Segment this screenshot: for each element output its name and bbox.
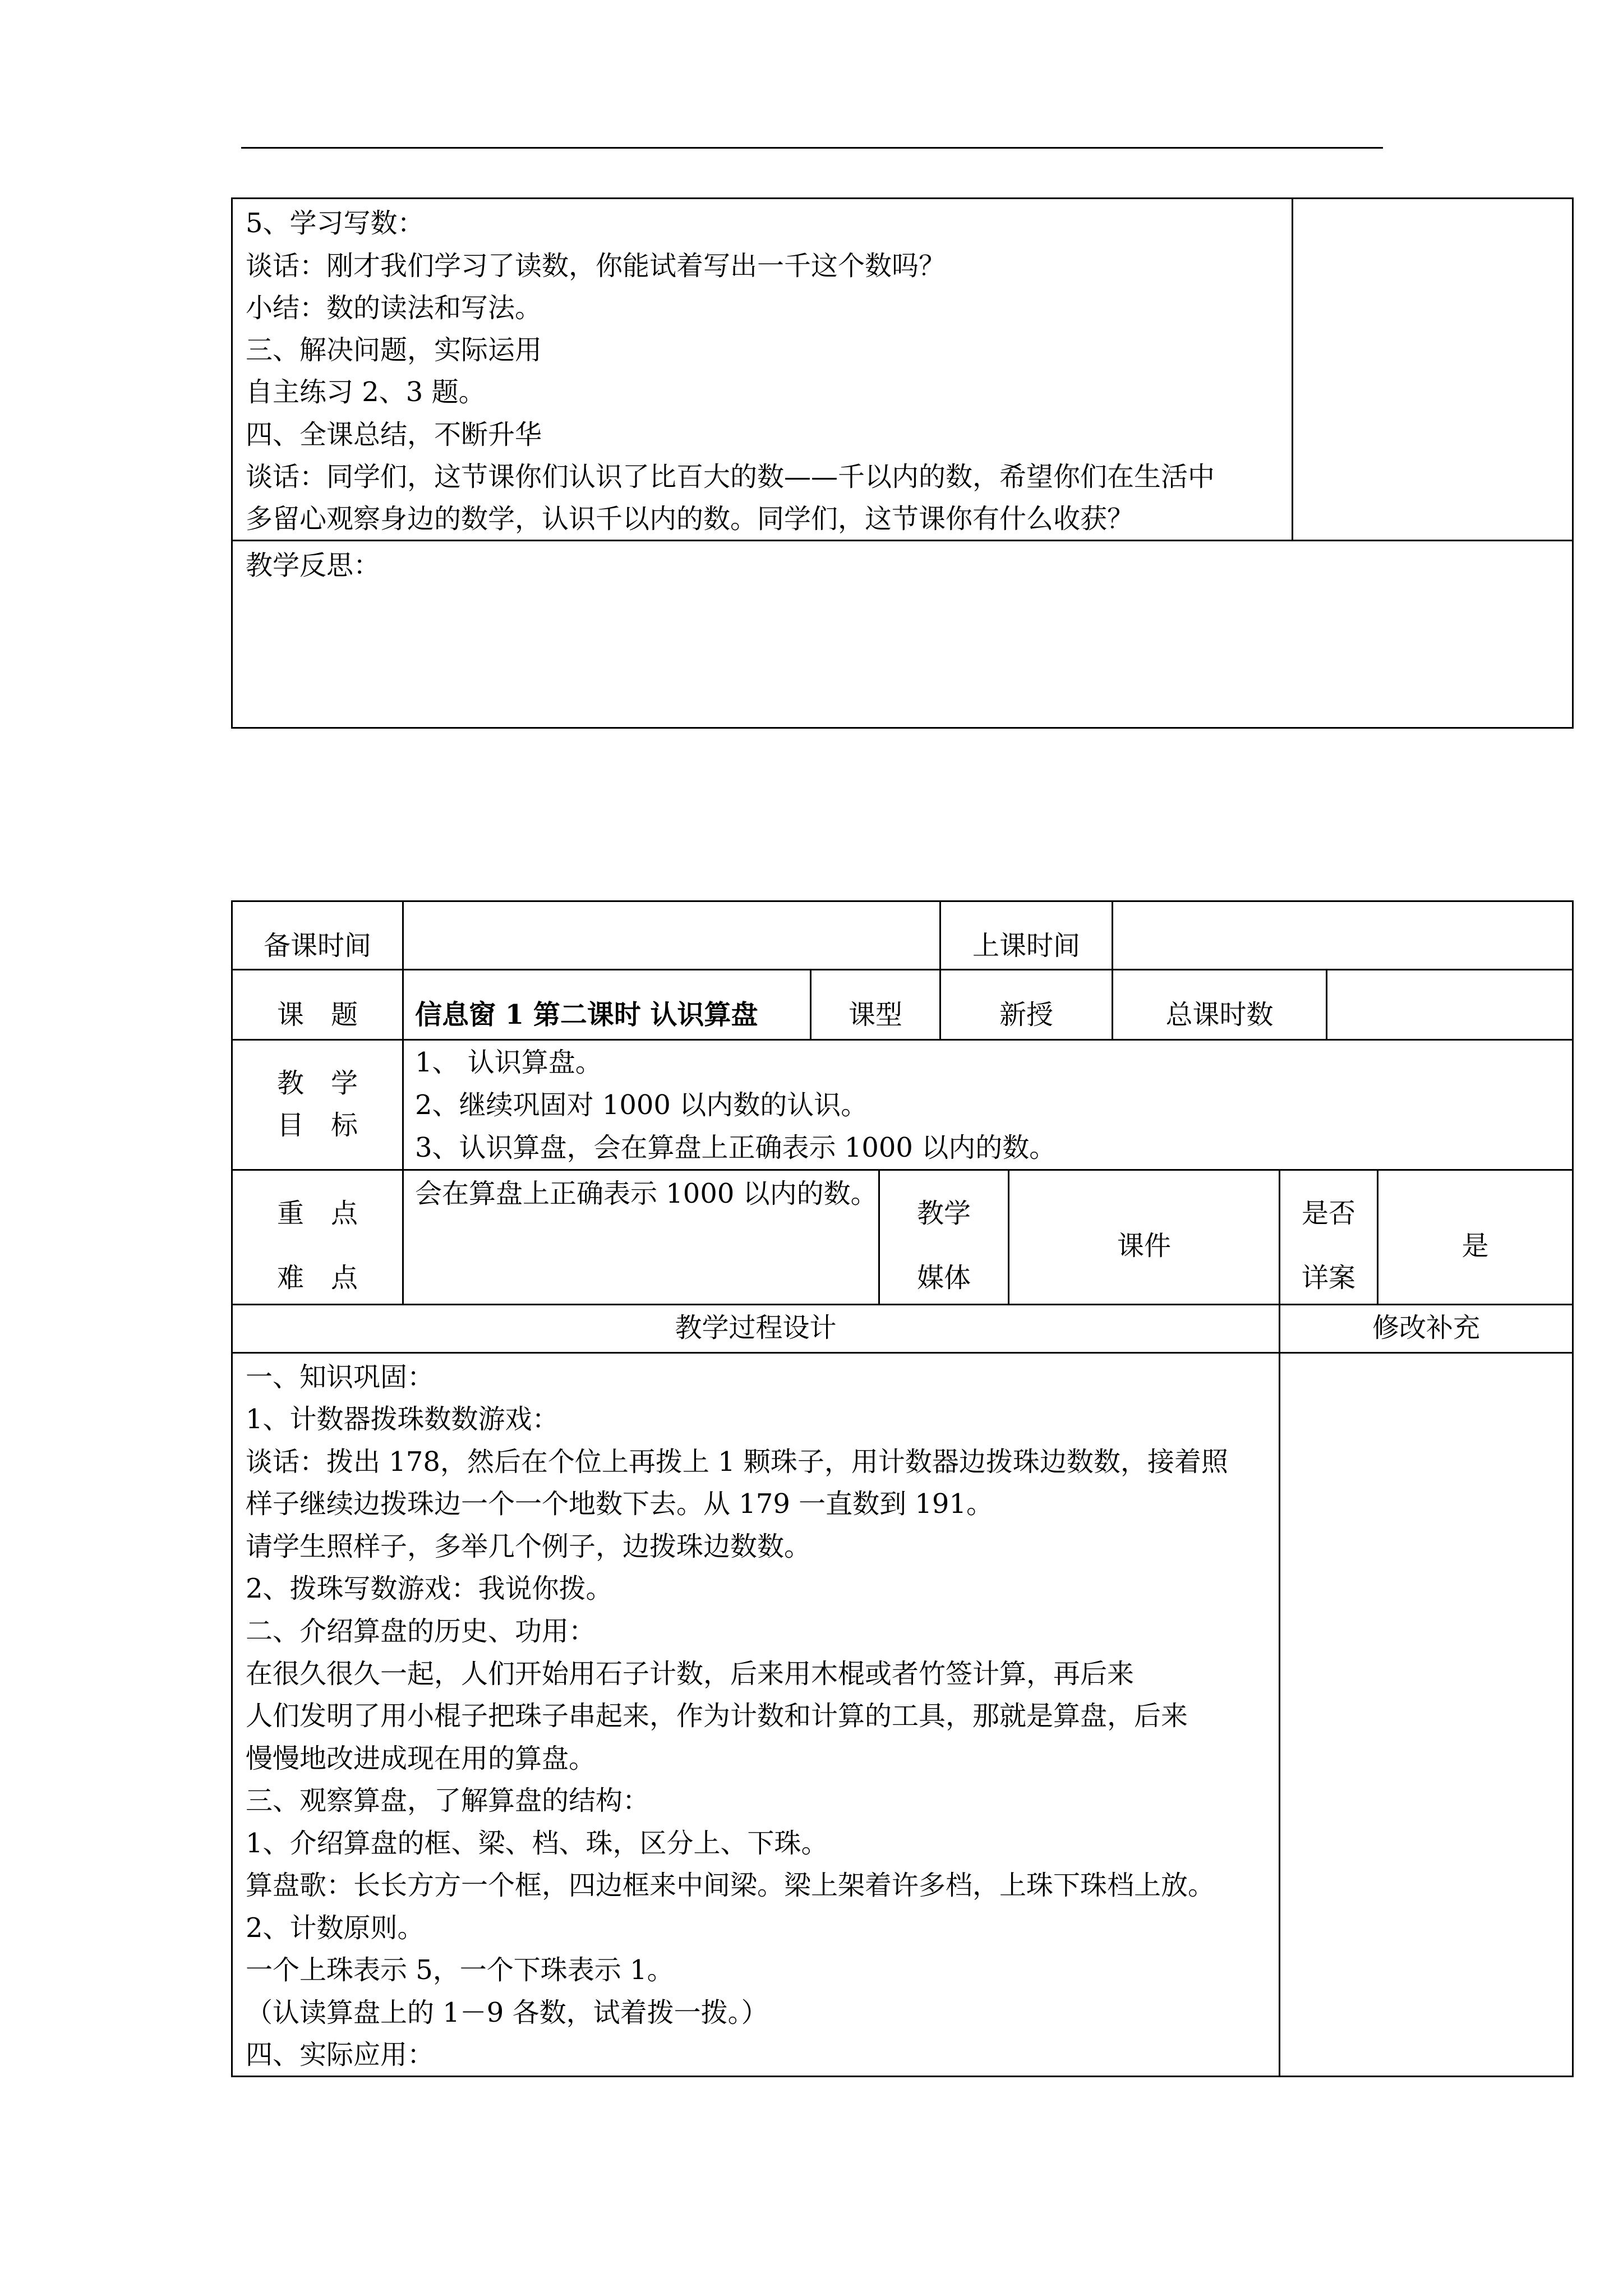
detailed-label: 是否 (1301, 1198, 1355, 1229)
process-line: 二、介绍算盘的历史、功用： (246, 1616, 596, 1647)
process-line: 谈话：刚才我们学习了读数，你能试着写出一千这个数吗？ (246, 250, 946, 282)
process-line: 在很久很久一起，人们开始用石子计数，后来用木棍或者竹签计算，再后来 (246, 1658, 1135, 1690)
topic-value: 信息窗 1 第二课时 认识算盘 (415, 999, 758, 1030)
process-line: 算盘歌：长长方方一个框，四边框来中间梁。梁上架着许多档，上珠下珠档上放。 (246, 1870, 1215, 1901)
goal-item: 2、继续巩固对 1000 以内数的认识。 (415, 1089, 868, 1121)
process-line: 样子继续边拨珠边一个一个地数下去。从 179 一直数到 191。 (246, 1488, 994, 1520)
media-label: 媒体 (916, 1262, 971, 1294)
process-line: 谈话：拨出 178，然后在个位上再拨上 1 颗珠子，用计数器边拨珠边数数，接着照 (246, 1446, 1228, 1478)
goals-label: 教 学 (276, 1068, 358, 1099)
process-line: 1、介绍算盘的框、梁、档、珠，区分上、下珠。 (246, 1828, 828, 1859)
process-line: 一、知识巩固： (246, 1361, 435, 1393)
key-label: 难 点 (276, 1262, 358, 1294)
process-line: 慢慢地改进成现在用的算盘。 (246, 1743, 596, 1774)
process-line: 一个上珠表示 5，一个下珠表示 1。 (246, 1954, 674, 1986)
process-line: 四、实际应用： (246, 2039, 435, 2070)
process-line: 三、解决问题，实际运用 (246, 334, 542, 366)
process-line: 1、计数器拨珠数数游戏： (246, 1404, 559, 1435)
process-line: 自主练习 2、3 题。 (246, 376, 486, 408)
key-value: 会在算盘上正确表示 1000 以内的数。 (415, 1178, 878, 1209)
process-line: 四、全课总结，不断升华 (246, 419, 542, 450)
key-label: 重 点 (276, 1198, 358, 1229)
process-line: 三、观察算盘，了解算盘的结构： (246, 1785, 650, 1816)
media-value: 课件 (1117, 1230, 1171, 1262)
goal-item: 1、 认识算盘。 (415, 1047, 602, 1078)
detailed-label: 详案 (1301, 1262, 1355, 1294)
process-line: 人们发明了用小棍子把珠子串起来，作为计数和计算的工具，那就是算盘，后来 (246, 1700, 1188, 1732)
revise-header: 修改补充 (1372, 1312, 1480, 1343)
prep-time-label: 备课时间 (263, 930, 371, 961)
detailed-value: 是 (1461, 1230, 1489, 1262)
process-line: 多留心观察身边的数学，认识千以内的数。同学们，这节课你有什么收获？ (246, 503, 1135, 535)
process-line: 谈话：同学们，这节课你们认识了比百大的数——千以内的数，希望你们在生活中 (246, 461, 1215, 493)
reflection-label: 教学反思： (246, 550, 381, 581)
process-line: （认读算盘上的 1－9 各数，试着拨一拨。） (246, 1997, 768, 2028)
header-rule (241, 147, 1383, 149)
process-line: 请学生照样子，多举几个例子，边拨珠边数数。 (246, 1531, 811, 1562)
process-line: 小结：数的读法和写法。 (246, 292, 542, 324)
process-line: 2、拨珠写数游戏：我说你拨。 (246, 1573, 613, 1604)
class-time-label: 上课时间 (972, 930, 1080, 961)
type-value: 新授 (999, 999, 1053, 1030)
goals-label: 目 标 (276, 1110, 358, 1141)
topic-label: 课 题 (276, 999, 358, 1030)
total-hours-label: 总课时数 (1165, 999, 1274, 1030)
process-line: 2、计数原则。 (246, 1912, 425, 1944)
type-label: 课型 (848, 999, 902, 1030)
process-header: 教学过程设计 (675, 1312, 837, 1343)
process-line: 5、学习写数： (246, 208, 425, 239)
goal-item: 3、认识算盘，会在算盘上正确表示 1000 以内的数。 (415, 1132, 1057, 1163)
media-label: 教学 (916, 1198, 971, 1229)
